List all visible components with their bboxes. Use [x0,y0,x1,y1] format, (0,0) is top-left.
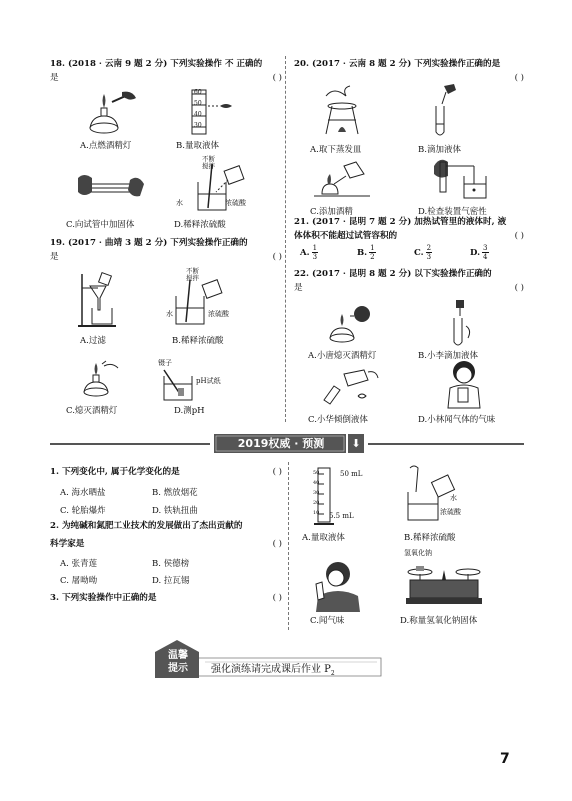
q21-option-b[interactable]: B. $\frac{1}{2}$ [357,244,375,261]
extinguish-alcohol-lamp-figure [80,360,130,398]
q19-option-d[interactable]: D.测pH [174,406,205,416]
q20-option-c[interactable]: C.添加酒精 [310,207,353,217]
q21-option-c[interactable]: C. $\frac{2}{3}$ [414,244,432,261]
page-number: 7 [500,751,510,767]
p3-option-d[interactable]: D.称量氢氧化钠固体 [400,616,478,626]
answer-blank[interactable]: ( ) [272,467,282,477]
stir-label: 不断 搅拌 [202,155,215,170]
tip-subscript: 2 [330,670,335,677]
tick-50: 50 [194,100,202,107]
ph-paper-label: pH试纸 [196,377,221,385]
smell-gas-figure [310,556,362,612]
p1-option-b[interactable]: B. 燃放烟花 [152,488,198,498]
acid-label-3: 浓硫酸 [440,508,461,516]
q22-option-c[interactable]: C.小华倾倒液体 [308,415,368,425]
tick-60: 60 [194,89,202,96]
section-banner [214,434,364,453]
q21-stem-cont: 体体积不能超过试管容积的 [294,231,398,241]
tweezers-label: 镊子 [158,359,172,367]
person-pour-liquid-figure [318,364,382,408]
q18-option-a[interactable]: A.点燃酒精灯 [80,141,132,151]
q18-stem-cont: 是 [50,73,59,83]
tick-10b: 10 [313,510,320,516]
lighting-alcohol-lamp-figure [82,88,142,136]
tick-40b: 40 [313,480,320,486]
p3-option-b[interactable]: B.稀释浓硫酸 [404,533,456,543]
check-airtightness-figure [430,152,490,202]
answer-blank[interactable]: ( ) [272,252,282,262]
q19-option-a[interactable]: A.过滤 [80,336,106,346]
banner-title: 2019权威 · 预测 [237,437,325,450]
person-drip-liquid-figure [444,298,480,348]
p1-option-c[interactable]: C. 轮胎爆炸 [60,506,106,516]
q19-stem: 19. (2017 · 曲靖 3 题 2 分) 下列实验操作正确的 [50,238,248,248]
tick-50b: 50 [313,470,320,476]
add-solid-to-test-tube-figure [76,168,146,208]
p2-stem: 2. 为纯碱和氮肥工业技术的发展做出了杰出贡献的 [50,521,243,531]
water-label-3: 水 [450,494,457,502]
p2-option-c[interactable]: C. 屠呦呦 [60,576,98,586]
dilute-sulfuric-acid-figure-2 [170,274,240,328]
tip-badge-top: 温馨 [168,650,188,661]
q18-option-c[interactable]: C.向试管中加固体 [66,220,135,230]
tip-text: 强化演练请完成课后作业 P [211,664,331,675]
remove-evaporating-dish-figure [318,84,368,138]
p2-stem-cont: 科学家是 [50,539,85,549]
graduated-cylinder-figure [180,88,250,136]
tip-text-wrap [211,660,335,677]
tick-20b: 20 [313,500,320,506]
reminder-tip [145,638,385,684]
down-arrow-icon: ⬇ [351,437,361,450]
naoh-label: 氢氧化钠 [404,549,432,557]
acid-label: 浓硫酸 [225,199,246,207]
p1-option-d[interactable]: D. 铁轨扭曲 [152,506,198,516]
q20-option-d[interactable]: D.检查装置气密性 [418,207,487,217]
q21-option-a[interactable]: A. $\frac{1}{3}$ [300,244,318,261]
person-extinguish-lamp-figure [324,298,380,346]
q19-option-b[interactable]: B.稀释浓硫酸 [172,336,224,346]
water-label-2: 水 [166,310,173,318]
q22-option-a[interactable]: A.小唐熄灭酒精灯 [308,351,377,361]
q22-stem: 22. (2017 · 昆明 8 题 2 分) 以下实验操作正确的 [294,269,492,279]
tip-badge-bottom: 提示 [168,663,188,674]
tick-40: 40 [194,111,202,118]
p3-option-a[interactable]: A.量取液体 [302,533,345,543]
volume-50ml-label: 50 mL [340,470,363,478]
q22-option-b[interactable]: B.小李滴加液体 [418,351,478,361]
drip-liquid-figure [426,84,466,138]
q18-option-d[interactable]: D.稀释浓硫酸 [174,220,226,230]
acid-label-2: 浓硫酸 [208,310,229,318]
answer-blank[interactable]: ( ) [272,593,282,603]
filtration-figure [76,270,126,328]
answer-blank[interactable]: ( ) [272,539,282,549]
person-smell-gas-figure [440,358,490,410]
answer-blank[interactable]: ( ) [514,283,524,293]
q19-stem-cont: 是 [50,252,59,262]
answer-blank[interactable]: ( ) [514,73,524,83]
p2-option-d[interactable]: D. 拉瓦锡 [152,576,190,586]
q18-option-b[interactable]: B.量取液体 [176,141,219,151]
q18-stem: 18. (2018 · 云南 9 题 2 分) 下列实验操作 不 正确的 [50,59,263,69]
answer-blank[interactable]: ( ) [272,73,282,83]
water-label: 水 [176,199,183,207]
tick-30: 30 [194,122,202,129]
p1-option-a[interactable]: A. 海水晒盐 [60,488,106,498]
tick-30b: 30 [313,490,320,496]
balance-scale-figure [404,560,484,608]
q21-stem: 21. (2017 · 昆明 7 题 2 分) 加热试管里的液体时, 液 [294,217,507,227]
q20-stem: 20. (2017 · 云南 8 题 2 分) 下列实验操作正确的是 [294,59,501,69]
volume-5-5ml-label: 5.5 mL [329,512,354,520]
q22-stem-cont: 是 [294,283,303,293]
p2-option-a[interactable]: A. 张青莲 [60,559,98,569]
q20-option-a[interactable]: A.取下蒸发皿 [310,145,362,155]
column-divider [285,56,286,422]
banner-rule-left [50,443,210,445]
answer-blank[interactable]: ( ) [514,231,524,241]
p2-option-b[interactable]: B. 侯德榜 [152,559,190,569]
p1-stem: 1. 下列变化中, 属于化学变化的是 [50,467,180,477]
q22-option-d[interactable]: D.小林闻气体的气味 [418,415,496,425]
q20-option-b[interactable]: B.滴加液体 [418,145,461,155]
p3-option-c[interactable]: C.闻气味 [310,616,345,626]
column-divider-2 [288,462,289,630]
p3-stem: 3. 下列实验操作中正确的是 [50,593,157,603]
q21-option-d[interactable]: D. $\frac{3}{4}$ [470,244,488,261]
add-alcohol-figure [312,160,372,200]
stir-label-2: 不断 搅拌 [186,267,199,282]
banner-rule-right [368,443,524,445]
q19-option-c[interactable]: C.熄灭酒精灯 [66,406,118,416]
